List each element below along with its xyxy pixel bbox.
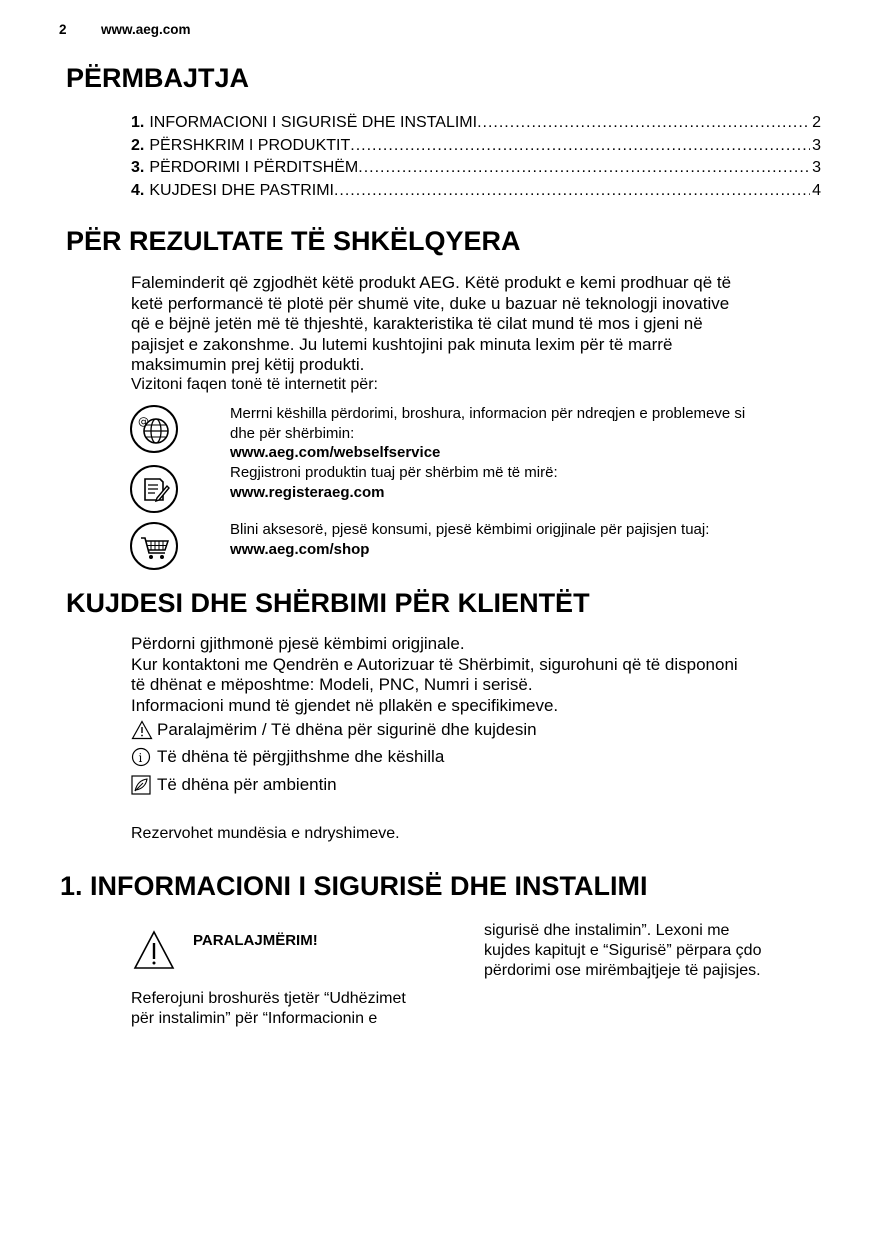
webselfservice-link[interactable]: www.aeg.com/webselfservice: [230, 444, 441, 461]
toc-number: 1.: [131, 114, 145, 131]
intro-line: ketë performancë të plotë për shumë vite, duke u bazuar në teknologji inovative: [131, 293, 730, 313]
register-document-icon: [130, 465, 178, 513]
legend-info: [131, 747, 444, 767]
toc-page: 2: [812, 114, 821, 131]
toc-number: 3.: [131, 159, 145, 176]
safety-line: sigurisë dhe instalimin”. Lexoni me: [484, 922, 730, 939]
service-webselfservice: [230, 404, 820, 463]
toc-label: KUJDESI DHE PASTRIMI: [149, 181, 334, 199]
care-title: KUJDESI DHE SHËRBIMI PËR KLIENTËT: [66, 588, 590, 618]
info-circle-icon: [131, 747, 151, 767]
toc-number: 2.: [131, 136, 145, 154]
care-line: Kur kontaktoni me Qendrën e Autorizuar të Shërbimit, sigurohuni që të dispononi: [131, 654, 738, 674]
toc-label: PËRDORIMI I PËRDITSHËM: [149, 159, 359, 176]
legend-warning: [131, 720, 537, 740]
register-link[interactable]: www.registeraeg.com: [230, 483, 385, 501]
table-of-contents: [131, 112, 821, 202]
results-title: PËR REZULTATE TË SHKËLQYERA: [66, 226, 521, 256]
intro-line: Faleminderit që zgjodhët këtë produkt AEG. Këtë produkt e kemi prodhuar që të: [131, 273, 732, 292]
toc-entry[interactable]: [131, 135, 821, 158]
legend-label: Të dhëna për ambientin: [157, 775, 337, 794]
web-globe-icon: [130, 405, 178, 453]
care-line: të dhënat e mëposhtme: Modeli, PNC, Numri i serisë.: [131, 675, 533, 695]
toc-label: PËRSHKRIM I PRODUKTIT: [149, 136, 351, 154]
safety-title: 1. INFORMACIONI I SIGURISË DHE INSTALIMI: [60, 871, 648, 901]
toc-leader: [334, 180, 810, 203]
environment-leaf-icon: [131, 775, 151, 795]
warning-triangle-icon: [131, 720, 151, 740]
service-text: Blini aksesorë, pjesë konsumi, pjesë këmbimi origjinale për pajisjen tuaj:: [230, 521, 710, 538]
contents-title: PËRMBAJTJA: [66, 63, 250, 93]
toc-entry[interactable]: [131, 157, 821, 180]
svg-text:@: @: [138, 415, 149, 428]
safety-line: Referojuni broshurës tjetër “Udhëzimet: [131, 990, 406, 1007]
reserved-notice: Rezervohet mundësia e ndryshimeve.: [131, 825, 400, 842]
safety-line: kujdes kapitujt e “Sigurisë” përpara çdo: [484, 942, 762, 959]
intro-line: pajisjet e zakonshme. Ju lutemi kushtojini pak minuta lexim për të marrë: [131, 334, 673, 354]
toc-number: 4.: [131, 181, 145, 199]
intro-line: që e bëjnë jetën më të thjeshtë, karakteristika të cilat mund të mos i gjeni në: [131, 314, 703, 334]
toc-leader: [477, 112, 810, 135]
service-text: Merrni këshilla përdorimi, broshura, informacion për ndreqjen e problemeve si: [230, 405, 746, 422]
website-header: www.aeg.com: [101, 22, 191, 37]
intro-line: maksimumin prej këtij produkti.: [131, 355, 365, 375]
service-register: [230, 463, 820, 502]
warning-triangle-icon: [133, 930, 175, 970]
care-line: Informacioni mund të gjendet në pllakën e specifikimeve.: [131, 695, 559, 715]
service-text: dhe për shërbimin:: [230, 424, 355, 442]
safety-right-column: [484, 921, 824, 981]
results-intro: [131, 273, 811, 376]
safety-line: për instalimin” për “Informacionin e: [131, 1010, 378, 1027]
shop-link[interactable]: www.aeg.com/shop: [230, 540, 370, 558]
toc-leader: [350, 135, 810, 158]
legend-label: Paralajmërim / Të dhëna për sigurinë dhe kujdesin: [157, 720, 537, 739]
service-text: Regjistroni produktin tuaj për shërbim më të mirë:: [230, 464, 558, 481]
care-text: [131, 634, 811, 716]
toc-leader: [358, 157, 810, 180]
legend-environment: [131, 775, 337, 795]
toc-label: INFORMACIONI I SIGURISË DHE INSTALIMI: [149, 114, 478, 131]
safety-line: përdorimi ose mirëmbajtjeje të pajisjes.: [484, 962, 761, 979]
legend-label: Të dhëna të përgjithshme dhe këshilla: [157, 747, 445, 766]
toc-page: 3: [812, 159, 821, 176]
warning-label: PARALAJMËRIM!: [193, 932, 318, 949]
page-number: 2: [59, 22, 67, 37]
shopping-cart-icon: [130, 522, 178, 570]
visit-text: Vizitoni faqen tonë të internetit për:: [131, 376, 378, 393]
service-shop: [230, 520, 820, 559]
toc-entry[interactable]: [131, 180, 821, 203]
toc-page: 3: [812, 136, 821, 154]
toc-page: 4: [812, 181, 821, 199]
safety-left-column: [131, 989, 451, 1029]
care-line: Përdorni gjithmonë pjesë këmbimi origjinale.: [131, 634, 465, 653]
toc-entry[interactable]: [131, 112, 821, 135]
svg-text:i: i: [138, 751, 143, 765]
